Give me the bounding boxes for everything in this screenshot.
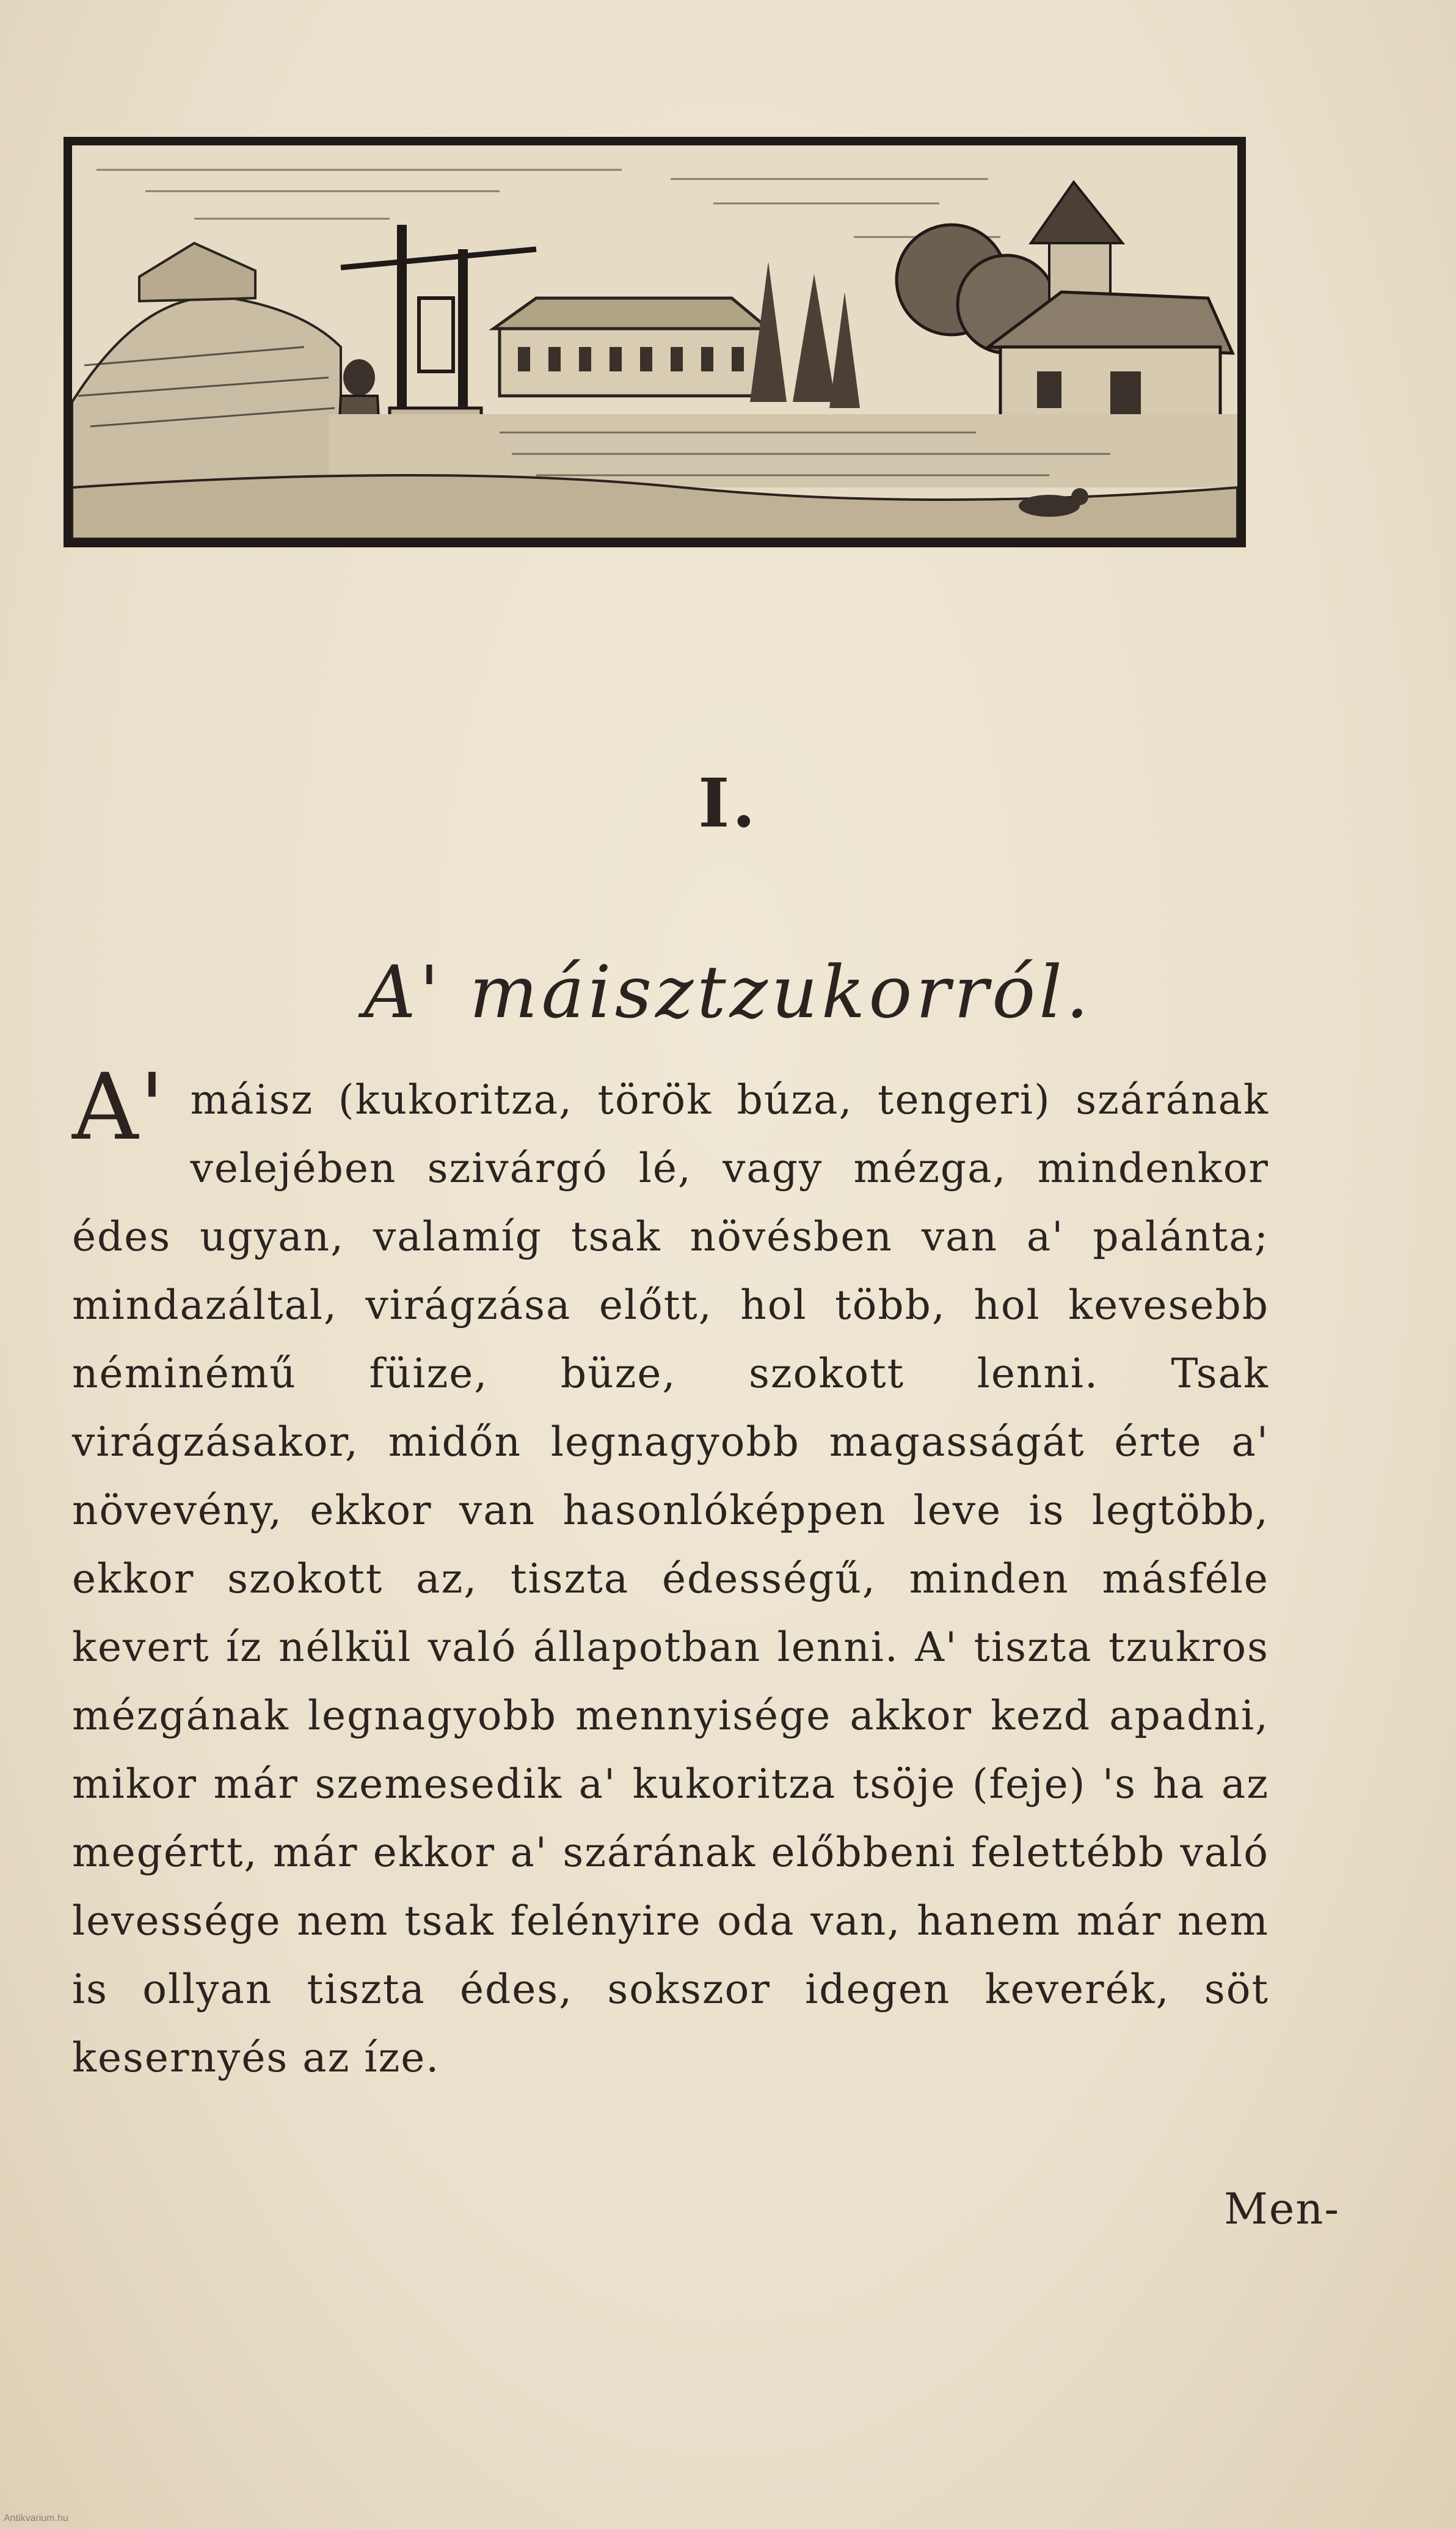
village-landscape-image <box>72 145 1237 539</box>
drop-cap: A' <box>72 1054 166 1161</box>
chapter-title: A' máisztzukorról. <box>363 950 1093 1034</box>
catchword: Men- <box>1224 2184 1340 2234</box>
watermark: Antikvarium.hu <box>4 2513 68 2524</box>
body-paragraph <box>72 1054 1269 2092</box>
woodcut-illustration <box>64 137 1246 547</box>
paragraph-text: máisz (kukoritza, török búza, tengeri) szárának velejében szivárgó lé, vagy mézga, mindenkor édes ugyan, valamíg tsak növésben van a' palánta; mindazáltal, virágzása előtt, hol több, hol kevesebb néminémű füize, büze, szokott lenni. Tsak virágzásakor, midőn legnagyobb magasságát érte a' növevény, ekkor van hasonlóképpen leve is legtöbb, ekkor szokott az, tiszta édességű, minden másféle kevert íz nélkül való állapotban lenni. A' tiszta tzukros mézgának legnagyobb mennyisége akkor kezd apadni, mikor már szemesedik a' kukoritza tsöje (feje) 's ha az megértt, már ekkor a' szárának előbbeni felettébb való levessége nem tsak felényire oda van, hanem már nem is ollyan tiszta édes, sokszor idegen keverék, söt kesernyés az íze. <box>72 1076 1269 2081</box>
chapter-number: I. <box>698 764 758 842</box>
